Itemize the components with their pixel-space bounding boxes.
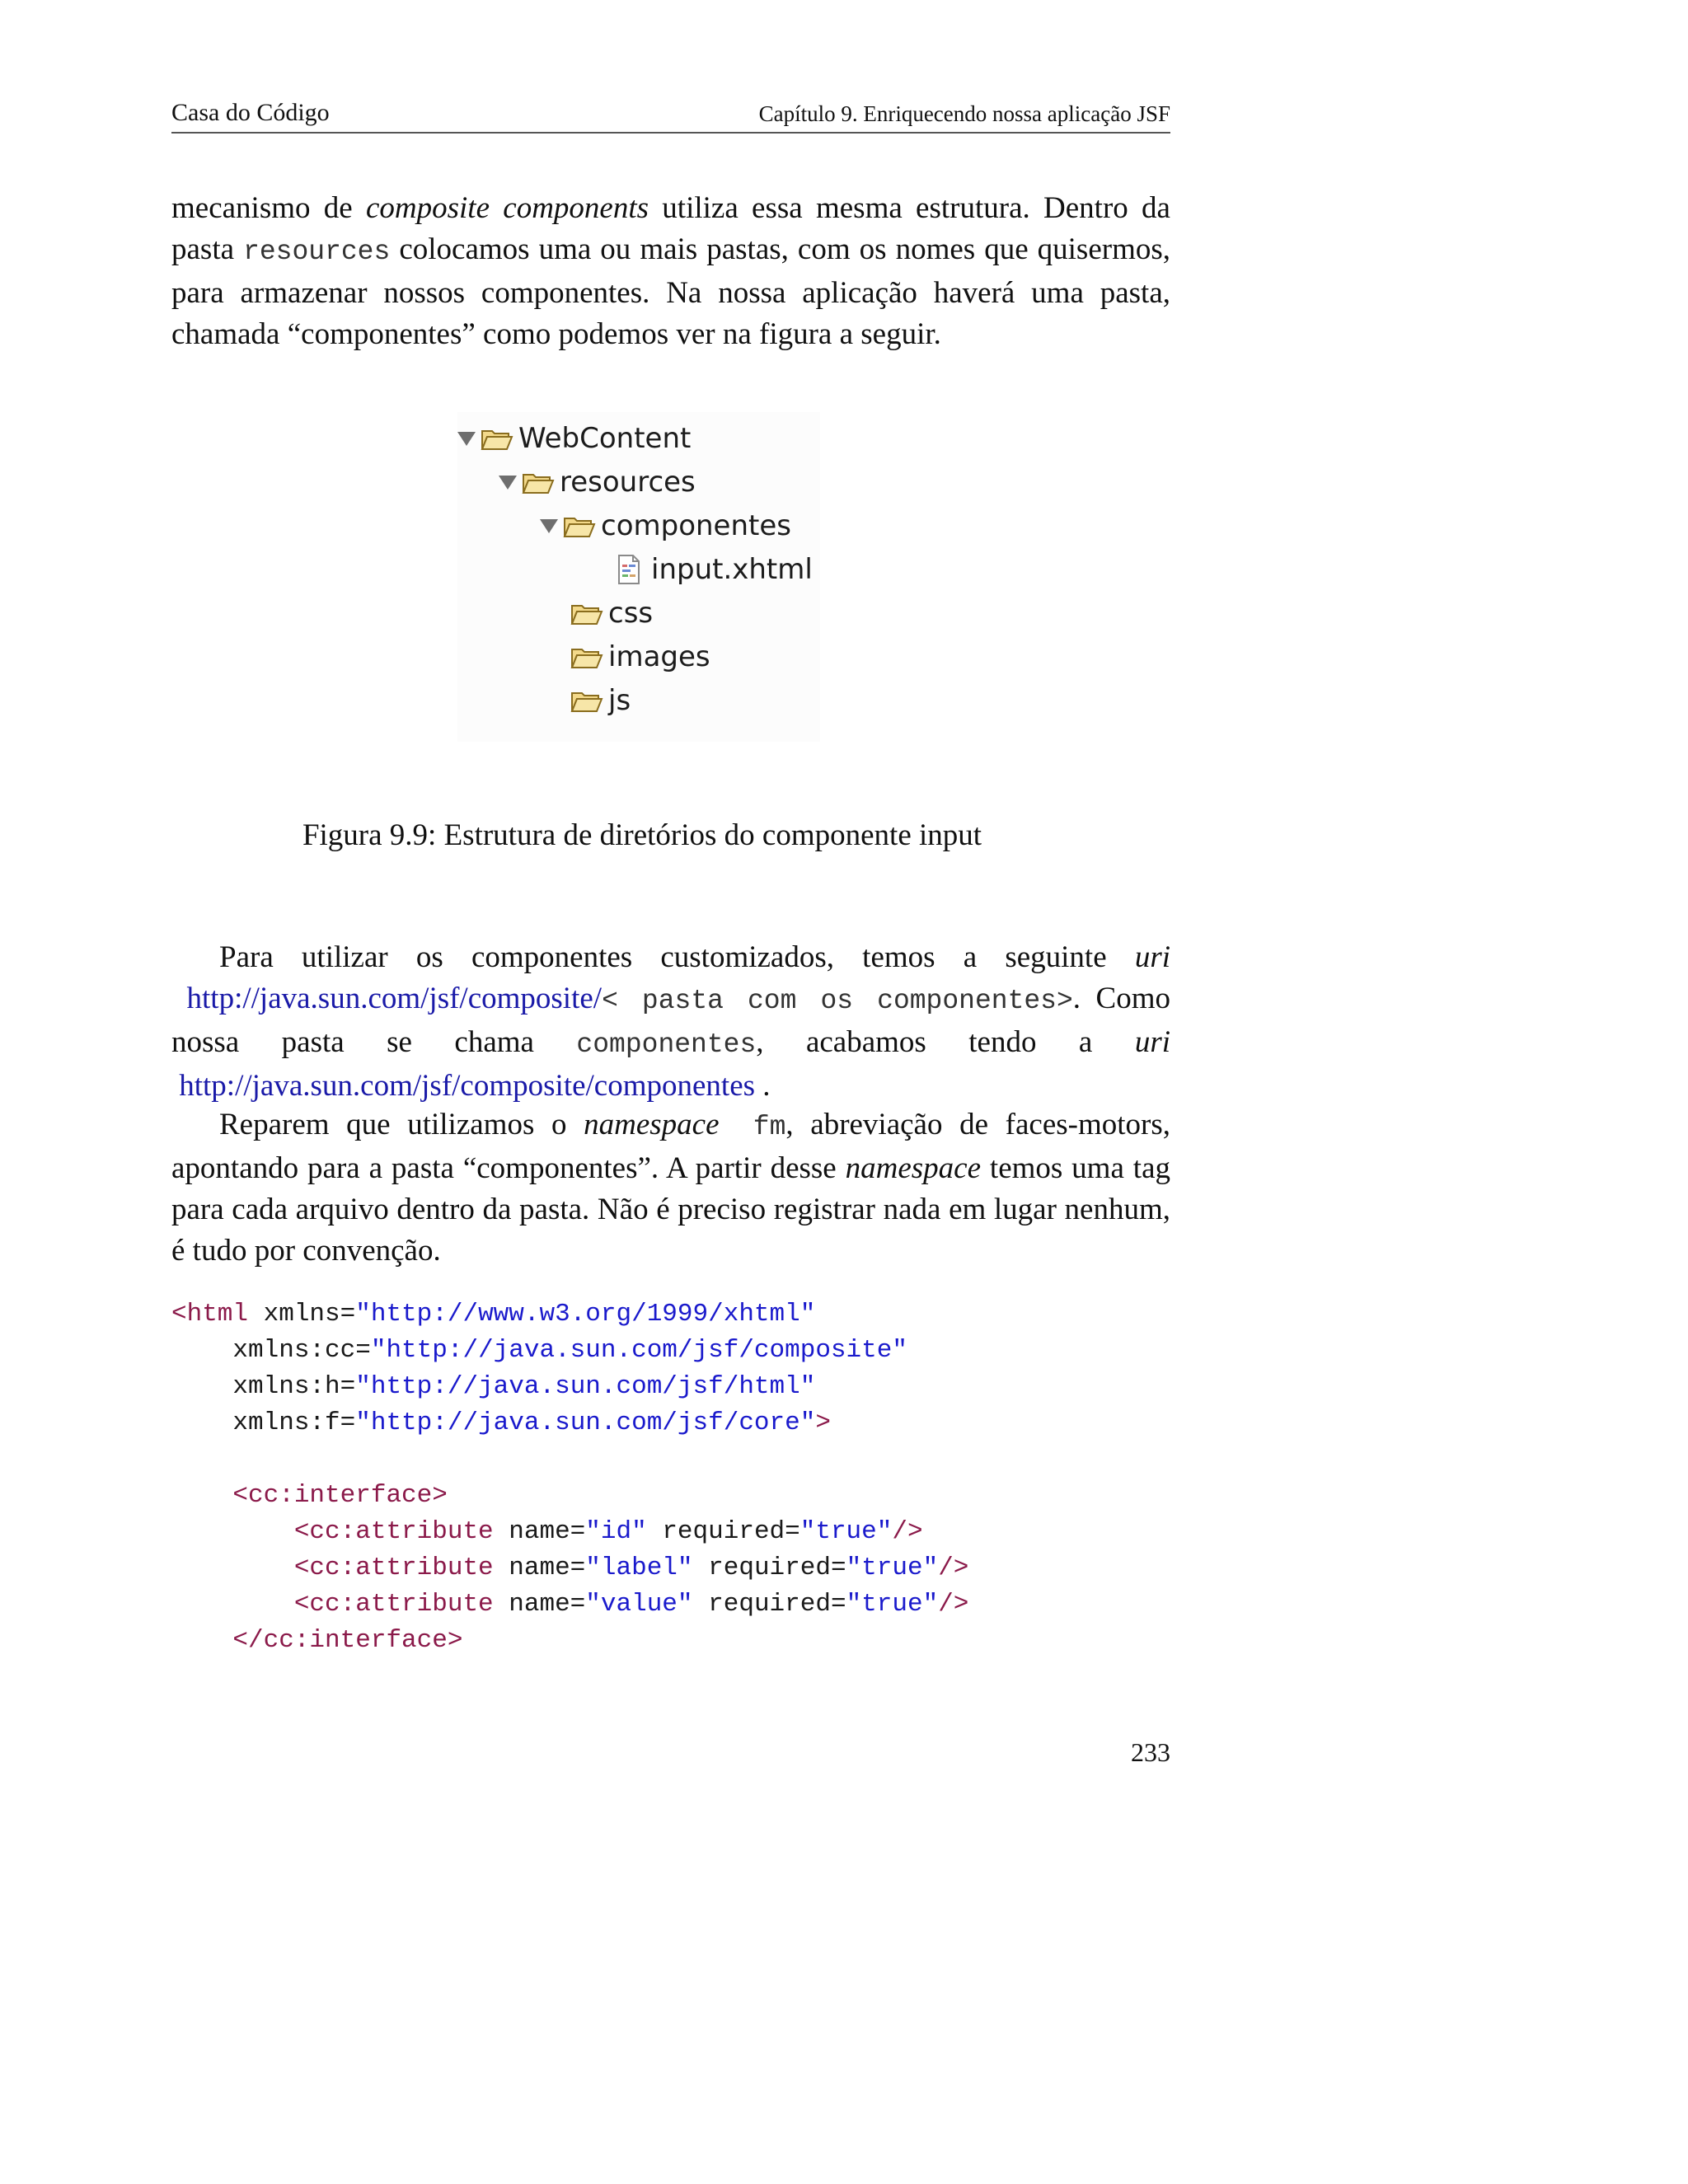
code-string: "http://java.sun.com/jsf/core"	[355, 1408, 816, 1437]
tree-item-componentes	[540, 506, 791, 546]
code-tag: >	[815, 1408, 831, 1437]
emphasis: uri	[1134, 940, 1170, 974]
inline-code: < pasta com os componentes>	[602, 986, 1073, 1016]
code-string: "value"	[585, 1590, 693, 1619]
paragraph-namespace	[171, 1104, 1170, 1272]
tree-item-input-xhtml	[617, 550, 813, 589]
code-tag: <cc:attribute	[171, 1517, 494, 1546]
code-attr: xmlns:f=	[171, 1408, 356, 1437]
code-tag: <cc:attribute	[171, 1554, 494, 1582]
tree-item-label: WebContent	[518, 422, 692, 455]
code-tag: <cc:attribute	[171, 1590, 494, 1619]
code-tag: </cc:interface>	[171, 1626, 463, 1655]
tree-item-webcontent	[457, 419, 691, 458]
text: colocamos uma ou mais pastas, com os nomes que quisermos, para armazenar nossos componentes. Na nossa aplicação haverá uma pasta, chamada “componentes” como podemos ver na figura a seguir.	[171, 232, 1170, 351]
emphasis: uri	[1134, 1025, 1170, 1059]
text: mecanismo de	[171, 191, 366, 225]
paragraph-uri	[171, 937, 1170, 1107]
code-string: "label"	[585, 1554, 693, 1582]
emphasis: namespace	[584, 1108, 720, 1141]
code-tag: />	[938, 1590, 969, 1619]
code-attr: xmlns:cc=	[171, 1336, 371, 1365]
tree-item-js	[570, 681, 631, 720]
text: . Como nossa pasta se chama	[171, 982, 1170, 1059]
text: Para utilizar os componentes customizados, temos a seguinte	[219, 940, 1135, 974]
figure-caption	[171, 818, 1170, 853]
folder-open-icon	[570, 601, 603, 626]
code-attr: xmlns:h=	[171, 1372, 356, 1401]
tree-item-label: input.xhtml	[651, 553, 813, 586]
tree-item-label: js	[608, 684, 631, 717]
inline-code: resources	[243, 237, 391, 267]
tree-item-label: images	[608, 640, 710, 673]
code-string: "id"	[585, 1517, 647, 1546]
tree-item-css	[570, 593, 653, 633]
code-attr: required=	[646, 1517, 800, 1546]
code-string: "http://java.sun.com/jsf/html"	[355, 1372, 816, 1401]
code-tag: <cc:interface>	[171, 1481, 448, 1510]
folder-open-icon	[522, 470, 555, 494]
tree-item-images	[570, 637, 710, 677]
code-listing	[171, 1296, 1170, 1659]
emphasis: composite components	[365, 191, 649, 225]
page-number: 233	[1131, 1737, 1170, 1767]
emphasis: namespace	[845, 1151, 982, 1185]
text: , acabamos tendo a	[756, 1025, 1135, 1059]
code-string: "true"	[799, 1517, 893, 1546]
text: Reparem que utilizamos o	[219, 1108, 584, 1141]
folder-open-icon	[570, 688, 603, 713]
header-book-title: Casa do Código	[171, 99, 330, 126]
code-string: "http://java.sun.com/jsf/composite"	[370, 1336, 907, 1365]
paragraph-intro	[171, 188, 1170, 355]
text: temos uma tag para cada arquivo dentro da pasta. Não é preciso registrar nada em lugar nenhum, é tudo por convenção.	[171, 1151, 1170, 1268]
running-header	[171, 97, 1170, 134]
code-tag: />	[892, 1517, 923, 1546]
code-string: "true"	[846, 1590, 939, 1619]
xhtml-file-icon	[617, 554, 641, 585]
expand-triangle-icon	[540, 519, 558, 533]
folder-open-icon	[563, 513, 596, 538]
code-tag: <html	[171, 1300, 249, 1329]
code-string: "true"	[846, 1554, 939, 1582]
folder-open-icon	[570, 644, 603, 669]
code-attr: name=	[493, 1590, 586, 1619]
code-attr: required=	[692, 1554, 846, 1582]
code-string: "http://www.w3.org/1999/xhtml"	[355, 1300, 816, 1329]
code-tag: />	[938, 1554, 969, 1582]
inline-code: componentes	[576, 1029, 757, 1060]
text: .	[755, 1069, 771, 1103]
tree-item-label: css	[608, 597, 654, 630]
header-chapter-title: Capítulo 9. Enriquecendo nossa aplicação JSF	[758, 101, 1170, 126]
uri-link[interactable]: http://java.sun.com/jsf/composite/	[186, 982, 603, 1015]
code-attr: name=	[493, 1517, 586, 1546]
inline-code: fm	[753, 1112, 786, 1142]
caption-text: Figura 9.9: Estrutura de diretórios do componente input	[302, 818, 982, 852]
tree-item-label: componentes	[601, 509, 791, 542]
expand-triangle-icon	[457, 432, 476, 446]
text: utiliza essa mesma estrutura. Dentro da pasta	[171, 191, 1170, 266]
code-attr: name=	[493, 1554, 586, 1582]
code-attr: required=	[692, 1590, 846, 1619]
folder-open-icon	[481, 426, 513, 451]
text: , abreviação de faces-motors, apontando para a pasta “componentes”. A partir desse	[171, 1108, 1170, 1185]
code-attr: xmlns=	[248, 1300, 356, 1329]
tree-item-resources	[499, 462, 696, 502]
uri-link[interactable]: http://java.sun.com/jsf/composite/componentes	[179, 1069, 756, 1103]
tree-item-label: resources	[560, 466, 696, 499]
expand-triangle-icon	[499, 476, 517, 490]
directory-tree-figure	[457, 412, 820, 742]
